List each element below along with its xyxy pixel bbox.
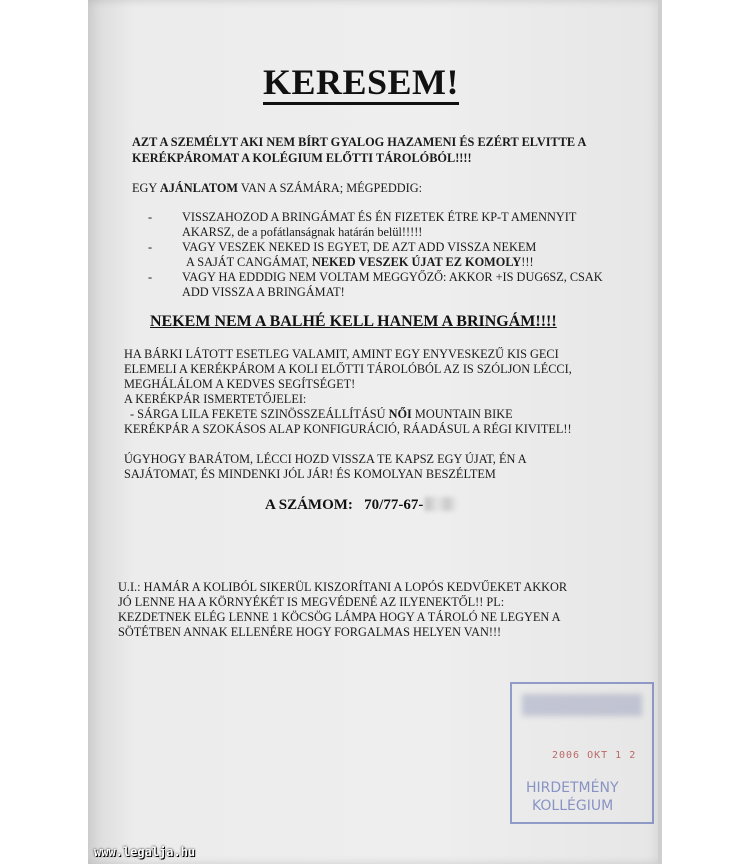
phone-censor (425, 497, 457, 511)
official-stamp (510, 682, 654, 824)
option-3-dash: - (148, 270, 153, 284)
ps-line-4: SÖTÉTBEN ANNAK ELLENÉRE HOGY FORGALMAS HELYEN VAN!!! (118, 625, 502, 639)
page-title: KERESEM! (263, 62, 459, 105)
option-1-line-1: VISSZAHOZOD A BRINGÁMAT ÉS ÉN FIZETEK ÉTRE KP-T AMENNYIT (182, 210, 577, 224)
bike-type: MOUNTAIN BIKE (411, 407, 513, 421)
option-2-line-1: VAGY VESZEK NEKED IS EGYET, DE AZT ADD VISSZA NEKEM (182, 240, 537, 254)
option-2-dash: - (148, 240, 153, 254)
stamp-line-1: HIRDETMÉNY (526, 780, 619, 796)
offer-line (132, 181, 422, 196)
stamp-censor (522, 694, 642, 716)
intro-line-1: AZT A SZEMÉLYT AKI NEM BÍRT GYALOG HAZAMENI ÉS EZÉRT ELVITTE A (132, 135, 587, 149)
body-line-5 (130, 407, 513, 422)
watermark: www.legalja.hu (94, 845, 196, 859)
option-1-dash: - (148, 210, 153, 224)
option-2-bold: NEKED VESZEK ÚJAT EZ KOMOLY (311, 255, 522, 269)
body-line-1: HA BÁRKI LÁTOTT ESETLEG VALAMIT, AMINT EGY ENYVESKEZŰ KIS GECI (124, 347, 559, 361)
option-2-end: !!! (521, 255, 534, 269)
bike-desc: - SÁRGA LILA FEKETE SZINÖSSZEÁLLÍTÁSÚ (130, 407, 389, 421)
phone-label: A SZÁMOM: (265, 497, 353, 513)
phone-number (265, 497, 457, 514)
offer-suffix: VAN A SZÁMÁRA; MÉGPEDDIG: (238, 181, 423, 195)
ps-line-3: KEZDETNEK ELÉG LENNE 1 KÖCSÖG LÁMPA HOGY A TÁROLÓ NE LEGYEN A (118, 610, 561, 624)
intro-line-2: KERÉKPÁROMAT A KOLÉGIUM ELŐTTI TÁROLÓBÓL!!!! (132, 151, 472, 165)
ps-line-1: U.I.: HAMÁR A KOLIBÓL SIKERÜL KISZORÍTANI A LOPÓS KEDVŰEKET AKKOR (118, 580, 568, 594)
ps-line-2: JÓ LENNE HA A KÖRNYÉKÉT IS MEGVÉDENÉ AZ ILYENEKTŐL!! PL: (118, 595, 505, 609)
paper-edge (658, 0, 662, 864)
option-2-line-2 (186, 255, 534, 270)
body-line-8: SAJÁTOMAT, ÉS MINDENKI JÓL JÁR! ÉS KOMOLYAN BESZÉLTEM (124, 467, 496, 481)
stamp-date: 2006 OKT 1 2 (552, 750, 637, 761)
phone-value: 70/77-67- (364, 497, 424, 513)
option-2-text: A SAJÁT CANGÁMAT, (186, 255, 312, 269)
subtitle: NEKEM NEM A BALHÉ KELL HANEM A BRINGÁM!!!! (150, 313, 557, 330)
body-line-2: ELEMELI A KERÉKPÁROM A KOLI ELŐTTI TÁROLÓBÓL AZ IS SZÓLJON LÉCCI, (124, 362, 572, 376)
body-line-3: MEGHÁLÁLOM A KEDVES SEGÍTSÉGET! (124, 377, 356, 391)
body-line-6: KERÉKPÁR A SZOKÁSOS ALAP KONFIGURÁCIÓ, RÁADÁSUL A RÉGI KIVITEL!! (124, 422, 572, 436)
option-3-line-2: ADD VISSZA A BRINGÁMAT! (182, 285, 345, 299)
body-line-7: ÚGYHOGY BARÁTOM, LÉCCI HOZD VISSZA TE KAPSZ EGY ÚJAT, ÉN A (124, 452, 527, 466)
option-3-line-1: VAGY HA EDDDIG NEM VOLTAM MEGGYŐZŐ: AKKOR +IS DUG6SZ, CSAK (182, 270, 603, 284)
body-line-4: A KERÉKPÁR ISMERTETŐJELEI: (124, 392, 307, 406)
offer-bold: AJÁNLATOM (159, 181, 239, 195)
offer-prefix: EGY (132, 181, 160, 195)
option-1-line-2: AKARSZ, de a pofátlanságnak határán belül!!!!! (182, 225, 423, 239)
bike-gender: NŐI (388, 407, 412, 421)
stamp-line-2: KOLLÉGIUM (532, 798, 614, 814)
